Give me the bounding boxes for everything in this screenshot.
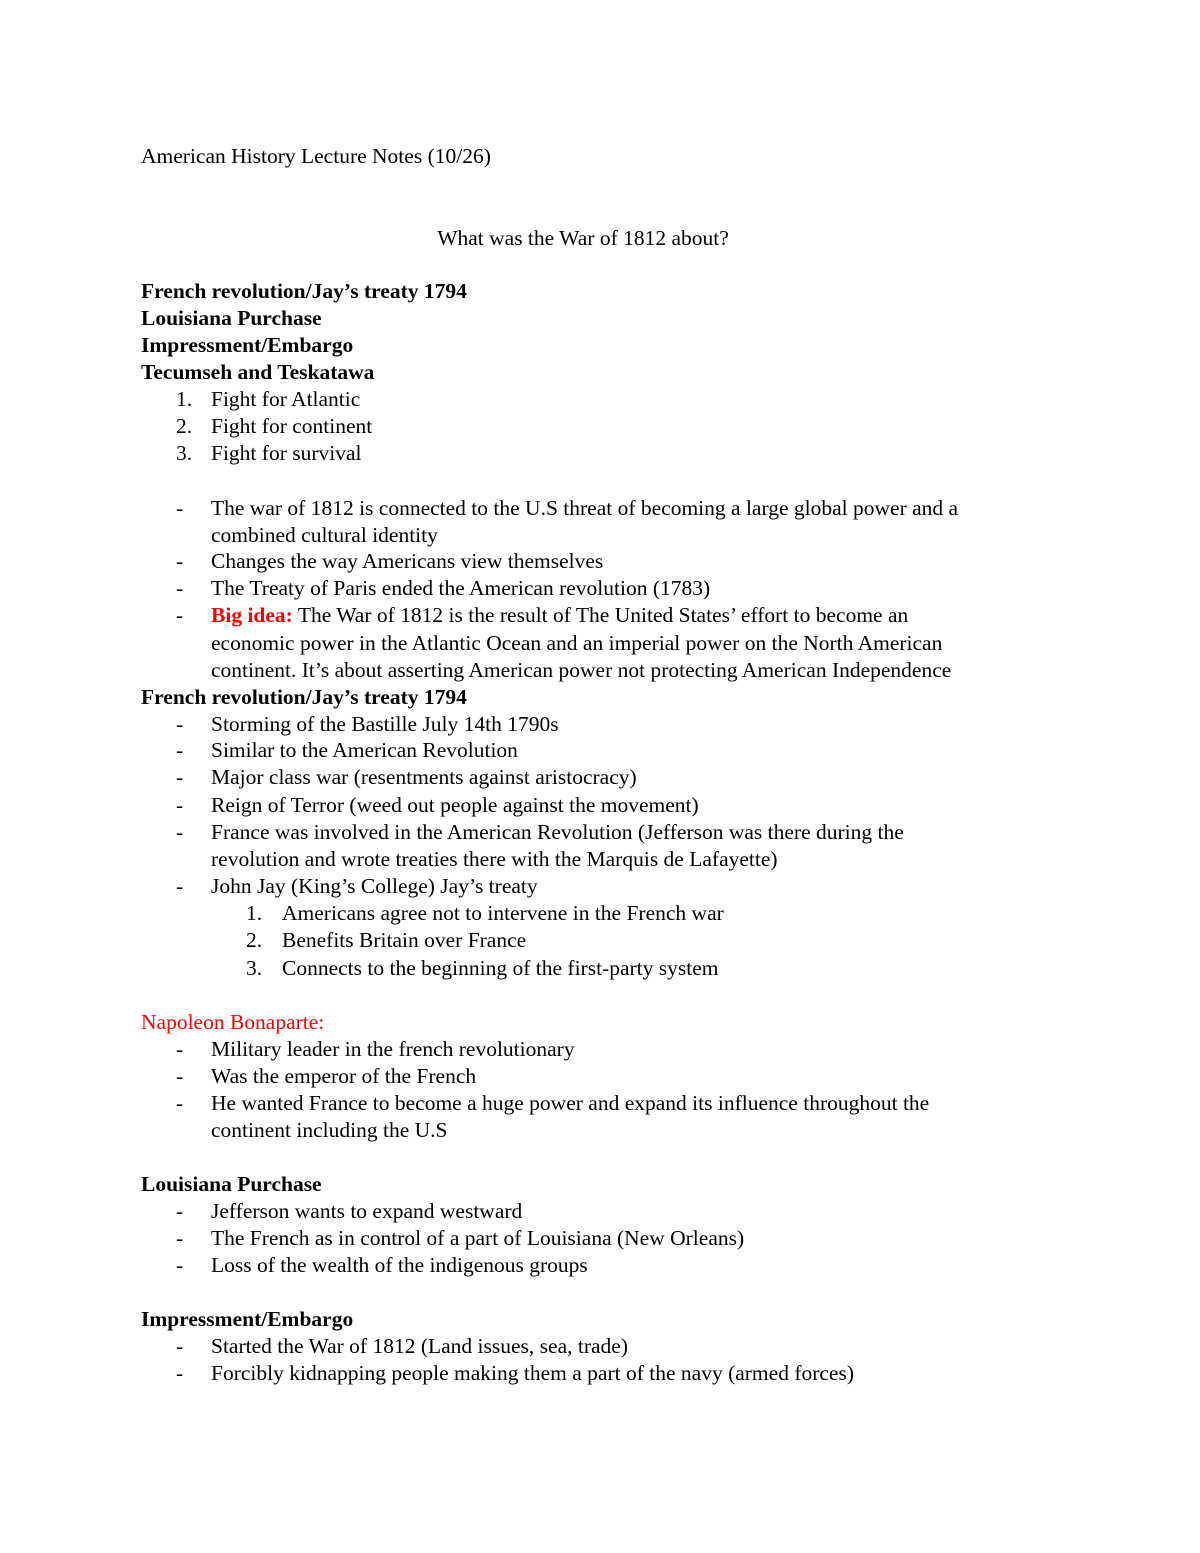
bullet-text: Changes the way Americans view themselves (211, 549, 604, 573)
bullet-dash: - (176, 738, 184, 762)
bullet-dash: - (176, 603, 184, 627)
bullet-dash: - (176, 549, 184, 573)
bullet-dash: - (176, 765, 184, 789)
bullet-dash: - (176, 1253, 184, 1277)
bullet-text: The war of 1812 is connected to the U.S threat of becoming a large global power and a (211, 496, 959, 520)
bullet-text: Reign of Terror (weed out people against the movement) (211, 793, 699, 817)
bullet-text: John Jay (King’s College) Jay’s treaty (211, 874, 538, 898)
bullet-dash: - (176, 1199, 184, 1223)
list-item-text: Fight for survival (211, 441, 362, 465)
bullet-text: The Treaty of Paris ended the American revolution (1783) (211, 576, 711, 600)
bullet-text: Military leader in the french revolutionary (211, 1037, 575, 1061)
bullet-text: Loss of the wealth of the indigenous groups (211, 1253, 588, 1277)
document-subtitle: What was the War of 1812 about? (437, 226, 729, 250)
list-number: 3. (176, 441, 193, 465)
list-number: 1. (246, 901, 263, 925)
bullet-dash: - (176, 1334, 184, 1358)
list-item-text: Benefits Britain over France (282, 928, 527, 952)
outline-heading: French revolution/Jay’s treaty 1794 (141, 279, 467, 303)
bullet-dash: - (176, 820, 184, 844)
bullet-text: France was involved in the American Revolution (Jefferson was there during the (211, 820, 904, 844)
bullet-dash: - (176, 1037, 184, 1061)
bullet-text: He wanted France to become a huge power and expand its influence throughout the (211, 1091, 930, 1115)
bullet-dash: - (176, 874, 184, 898)
bullet-dash: - (176, 1361, 184, 1385)
bullet-text: combined cultural identity (211, 523, 438, 547)
list-item-text: Fight for continent (211, 414, 373, 438)
bullet-text: The French as in control of a part of Louisiana (New Orleans) (211, 1226, 745, 1250)
bullet-dash: - (176, 496, 184, 520)
outline-heading: Louisiana Purchase (141, 306, 322, 330)
list-number: 1. (176, 387, 193, 411)
section-heading: French revolution/Jay’s treaty 1794 (141, 685, 467, 709)
bullet-text: Forcibly kidnapping people making them a part of the navy (armed forces) (211, 1361, 855, 1385)
section-heading: Napoleon Bonaparte: (141, 1010, 325, 1034)
outline-heading: Impressment/Embargo (141, 333, 354, 357)
bullet-dash: - (176, 1091, 184, 1115)
document-title: American History Lecture Notes (10/26) (141, 144, 491, 168)
list-number: 2. (246, 928, 263, 952)
list-item-text: Americans agree not to intervene in the French war (282, 901, 724, 925)
bullet-text: revolution and wrote treaties there with the Marquis de Lafayette) (211, 847, 778, 871)
list-item-text: Connects to the beginning of the first-party system (282, 956, 719, 980)
big-idea-line: continent. It’s about asserting American power not protecting American Independence (211, 658, 952, 682)
big-idea-line: The War of 1812 is the result of The United States’ effort to become an (292, 603, 909, 627)
bullet-text: Similar to the American Revolution (211, 738, 518, 762)
big-idea-line: economic power in the Atlantic Ocean and an imperial power on the North American (211, 631, 943, 655)
list-item-text: Fight for Atlantic (211, 387, 361, 411)
big-idea-label: Big idea: (211, 603, 293, 627)
bullet-dash: - (176, 1064, 184, 1088)
list-number: 3. (246, 956, 263, 980)
big-idea-text (211, 602, 908, 628)
bullet-text: Major class war (resentments against aristocracy) (211, 765, 637, 789)
bullet-text: Was the emperor of the French (211, 1064, 477, 1088)
list-number: 2. (176, 414, 193, 438)
outline-heading: Tecumseh and Teskatawa (141, 360, 375, 384)
bullet-text: Storming of the Bastille July 14th 1790s (211, 712, 559, 736)
bullet-dash: - (176, 1226, 184, 1250)
section-heading: Louisiana Purchase (141, 1172, 322, 1196)
bullet-text: Jefferson wants to expand westward (211, 1199, 523, 1223)
bullet-text: continent including the U.S (211, 1118, 448, 1142)
bullet-dash: - (176, 793, 184, 817)
bullet-dash: - (176, 576, 184, 600)
bullet-text: Started the War of 1812 (Land issues, sea, trade) (211, 1334, 628, 1358)
bullet-dash: - (176, 712, 184, 736)
section-heading: Impressment/Embargo (141, 1307, 354, 1331)
